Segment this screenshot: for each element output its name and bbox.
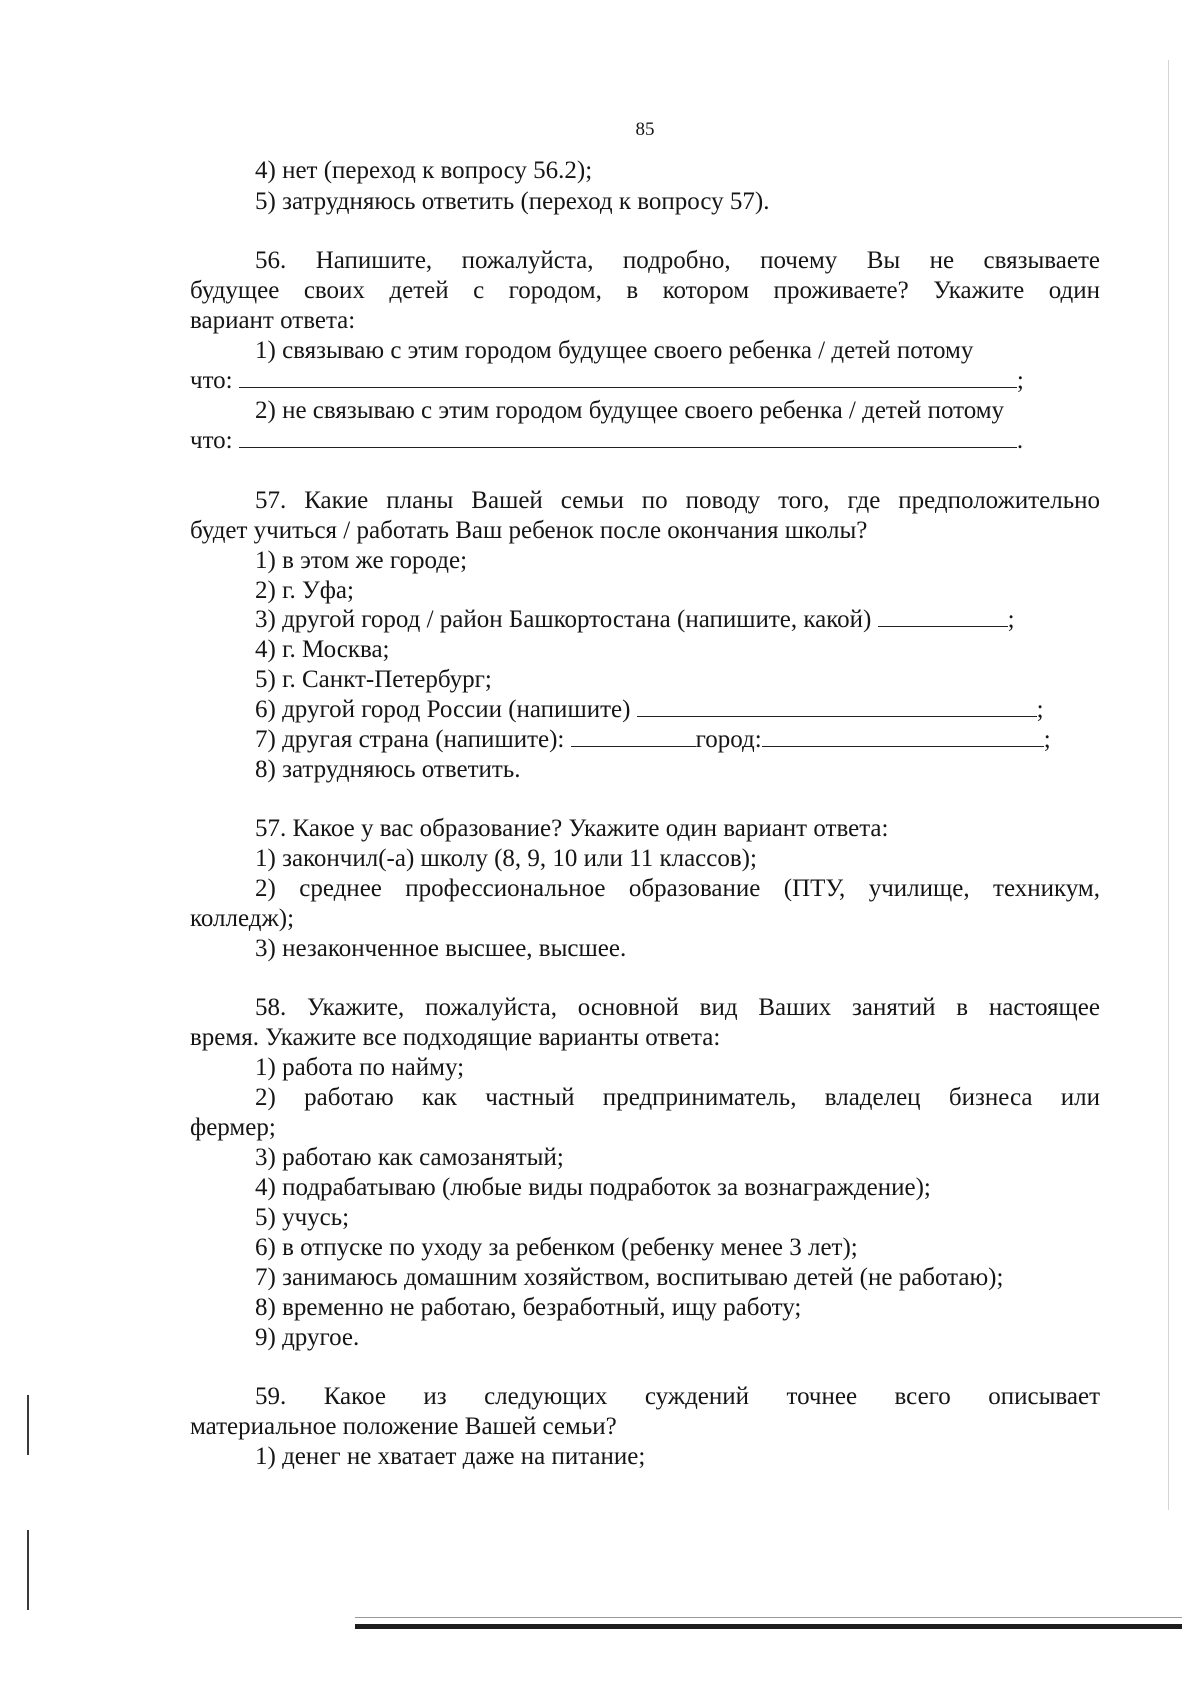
- q57-plans-option-4: 4) г. Москва;: [255, 636, 390, 663]
- q56-option-2-answer-blank[interactable]: [239, 425, 1017, 448]
- scan-bottom-line: [355, 1624, 1182, 1629]
- q58-option-1: 1) работа по найму;: [255, 1054, 465, 1081]
- q58-option-9: 9) другое.: [255, 1324, 360, 1351]
- q57-plans-option-3-label: 3) другой город / район Башкортостана (напишите, какой): [255, 606, 872, 633]
- q56-option-1-answer-row: [190, 365, 1100, 397]
- q58-option-2: 2) работаю как частный предприниматель, владелец бизнеса или: [255, 1084, 1100, 1111]
- q57-plans-option-3: [255, 604, 1100, 636]
- q57-education-option-2: 2) среднее профессиональное образование (ПТУ, училище, техникум,: [255, 875, 1100, 902]
- q57-plans-question-line-2: будет учиться / работать Ваш ребенок после окончания школы?: [190, 517, 868, 544]
- q57-plans-option-7-city-blank[interactable]: [762, 724, 1044, 747]
- q58-option-6: 6) в отпуске по уходу за ребенком (ребенку менее 3 лет);: [255, 1234, 858, 1261]
- q57-education-option-1: 1) закончил(-а) школу (8, 9, 10 или 11 классов);: [255, 845, 757, 872]
- q57-plans-option-7-end: ;: [1043, 726, 1051, 753]
- q58-question-line-1: 58. Укажите, пожалуйста, основной вид Ваших занятий в настоящее: [255, 994, 1100, 1021]
- q58-option-7: 7) занимаюсь домашним хозяйством, воспитываю детей (не работаю);: [255, 1264, 1004, 1291]
- q56-option-2-answer-row: [190, 425, 1100, 457]
- q57-education-option-3: 3) незаконченное высшее, высшее.: [255, 935, 627, 962]
- q57-plans-option-7-country-blank[interactable]: [571, 724, 696, 747]
- q57-plans-option-8: 8) затрудняюсь ответить.: [255, 756, 521, 783]
- q58-option-3: 3) работаю как самозанятый;: [255, 1144, 564, 1171]
- q57-plans-option-6-blank[interactable]: [637, 694, 1037, 717]
- q55-option-4: 4) нет (переход к вопросу 56.2);: [255, 157, 593, 184]
- q57-plans-option-7-city-label: город:: [695, 726, 762, 753]
- q56-option-2: 2) не связываю с этим городом будущее своего ребенка / детей потому: [255, 397, 1005, 424]
- q57-plans-option-7: [255, 724, 1100, 756]
- q57-plans-option-6: [255, 694, 1100, 726]
- q58-option-4: 4) подрабатываю (любые виды подработок за вознаграждение);: [255, 1174, 931, 1201]
- scan-edge-right: [1168, 60, 1169, 1510]
- q57-plans-option-6-label: 6) другой город России (напишите): [255, 696, 631, 723]
- q56-option-2-end: .: [1016, 427, 1024, 454]
- q56-question-line-3: вариант ответа:: [190, 307, 356, 334]
- q56-option-1-end: ;: [1016, 367, 1024, 394]
- q56-option-1: 1) связываю с этим городом будущее своего ребенка / детей потому: [255, 337, 974, 364]
- q57-plans-question-line-1: 57. Какие планы Вашей семьи по поводу того, где предположительно: [255, 487, 1100, 514]
- q57-plans-option-6-end: ;: [1036, 696, 1044, 723]
- scan-bottom-thin-line: [355, 1617, 1182, 1618]
- q57-plans-option-3-blank[interactable]: [878, 604, 1008, 627]
- q57-plans-option-3-end: ;: [1007, 606, 1015, 633]
- q57-education-option-2-cont: колледж);: [190, 905, 295, 932]
- q58-option-5: 5) учусь;: [255, 1204, 350, 1231]
- q57-education-question: 57. Какое у вас образование? Укажите один вариант ответа:: [255, 815, 889, 842]
- q59-question-line-2: материальное положение Вашей семьи?: [190, 1413, 617, 1440]
- q57-plans-option-2: 2) г. Уфа;: [255, 577, 354, 604]
- q57-plans-option-5: 5) г. Санкт-Петербург;: [255, 666, 492, 693]
- q58-option-2-cont: фермер;: [190, 1114, 276, 1141]
- q58-option-8: 8) временно не работаю, безработный, ищу работу;: [255, 1294, 802, 1321]
- q58-question-line-2: время. Укажите все подходящие варианты ответа:: [190, 1024, 721, 1051]
- q55-option-5: 5) затрудняюсь ответить (переход к вопросу 57).: [255, 188, 770, 215]
- scan-edge-left-lower: [27, 1530, 29, 1610]
- q56-question-line-1: 56. Напишите, пожалуйста, подробно, почему Вы не связываете: [255, 247, 1100, 274]
- q57-plans-option-7-label: 7) другая страна (напишите):: [255, 726, 565, 753]
- scan-edge-left-upper: [27, 1395, 29, 1455]
- q56-question-line-2: будущее своих детей с городом, в котором проживаете? Укажите один: [190, 277, 1100, 304]
- q57-plans-option-1: 1) в этом же городе;: [255, 547, 468, 574]
- q59-option-1: 1) денег не хватает даже на питание;: [255, 1443, 646, 1470]
- q56-option-1-answer-blank[interactable]: [239, 365, 1017, 388]
- q56-option-1-prefix: что:: [190, 367, 233, 394]
- page-number: 85: [635, 119, 655, 140]
- q59-question-line-1: 59. Какое из следующих суждений точнее всего описывает: [255, 1383, 1100, 1410]
- q56-option-2-prefix: что:: [190, 427, 233, 454]
